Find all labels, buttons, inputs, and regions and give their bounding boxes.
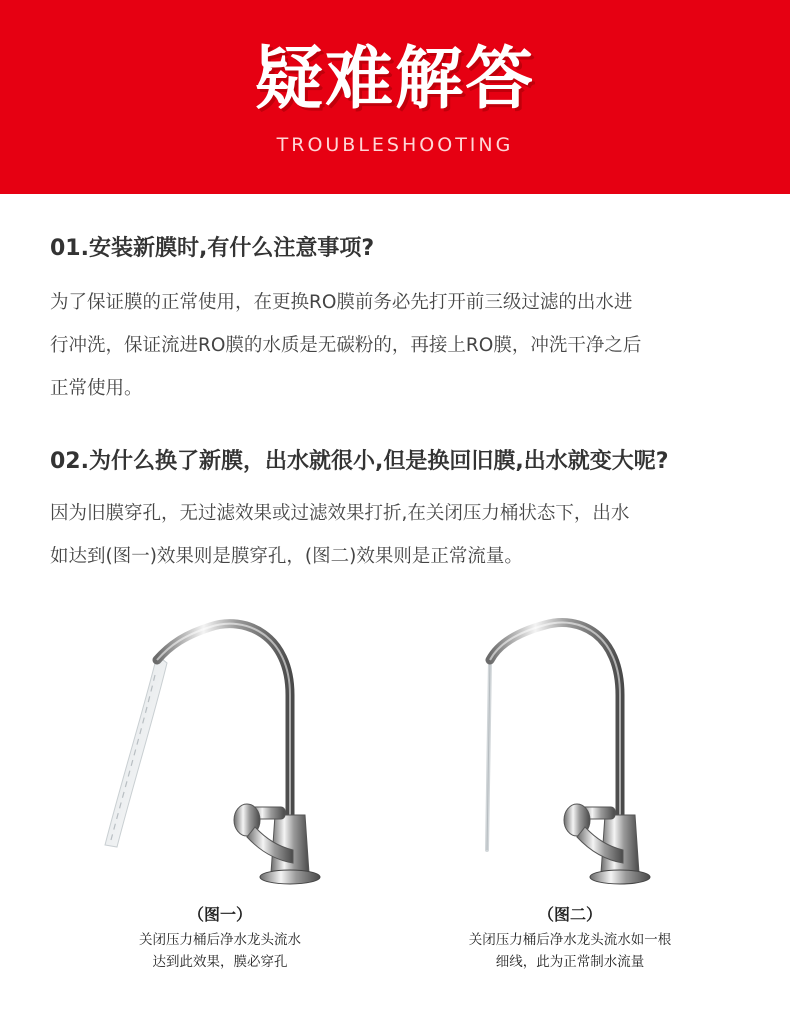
answer-2 <box>50 492 750 578</box>
figure-1-caption-line: 达到此效果，膜必穿孔 <box>152 954 288 970</box>
figure-2-caption <box>430 929 710 973</box>
faucet-wide-stream-icon <box>95 615 335 890</box>
answer-1 <box>50 281 750 410</box>
header-banner <box>0 0 790 194</box>
figure-1-caption-line: 关闭压力桶后净水龙头流水 <box>139 932 301 948</box>
page-title: 疑难解答 <box>254 40 535 119</box>
faucet-thin-stream-icon <box>470 615 710 890</box>
page-subtitle: TROUBLESHOOTING <box>276 134 514 156</box>
answer-2-line: 因为旧膜穿孔，无过滤效果或过滤效果打折,在关闭压力桶状态下，出水 <box>50 503 630 524</box>
figure-1-caption <box>100 929 340 973</box>
figure-2-caption-line: 关闭压力桶后净水龙头流水如一根 <box>468 932 672 948</box>
figure-2-title: （图二） <box>537 905 602 924</box>
answer-1-line: 行冲洗，保证流进RO膜的水质是无碳粉的，再接上RO膜，冲洗干净之后 <box>50 335 642 356</box>
question-2: 02.为什么换了新膜，出水就很小,但是换回旧膜,出水就变大呢? <box>50 449 669 474</box>
answer-1-line: 正常使用。 <box>50 378 143 399</box>
figure-1-title: （图一） <box>187 905 252 924</box>
figure-2-caption-line: 细线，此为正常制水流量 <box>495 954 645 970</box>
question-1: 01.安装新膜时,有什么注意事项? <box>50 236 375 261</box>
answer-1-line: 为了保证膜的正常使用，在更换RO膜前务必先打开前三级过滤的出水进 <box>50 292 633 313</box>
answer-2-line: 如达到(图一)效果则是膜穿孔，(图二)效果则是正常流量。 <box>50 546 523 567</box>
